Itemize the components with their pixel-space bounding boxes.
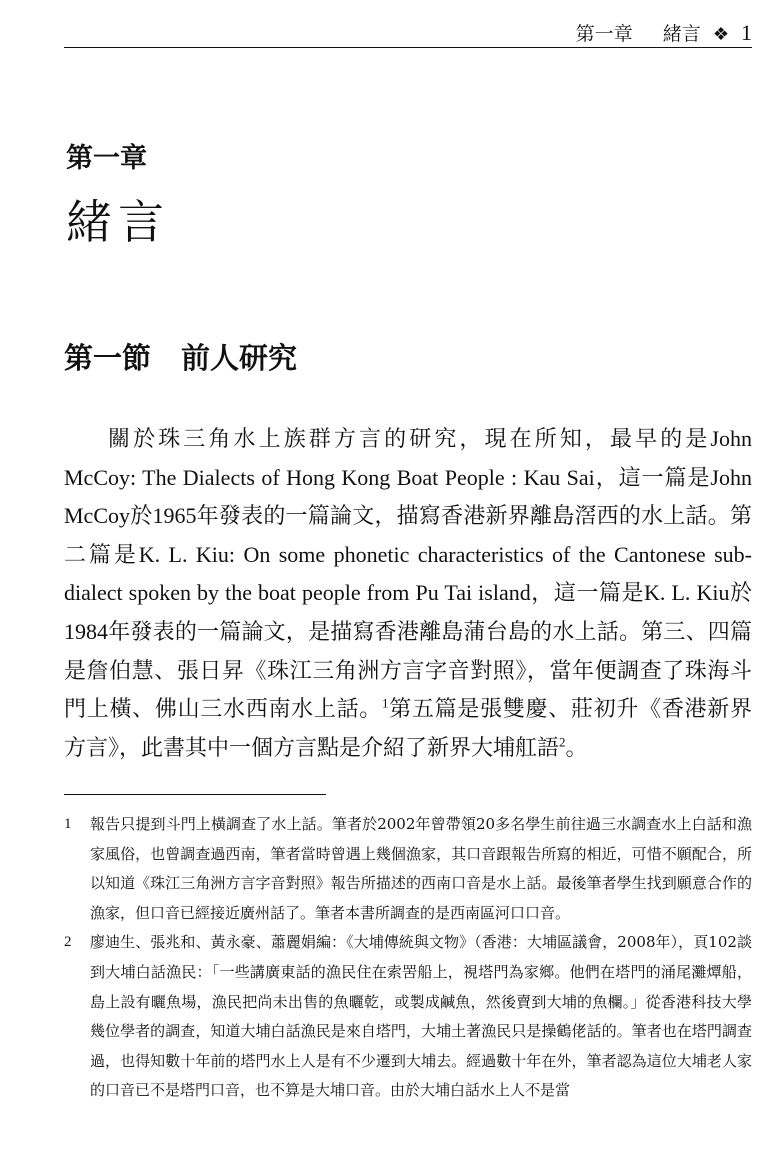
section-number: 第一節 [64, 341, 152, 375]
body-text-part-3: 。 [565, 734, 588, 760]
footnote-text: 廖迪生、張兆和、黃永豪、蕭麗娟編：《大埔傳統與文物》（香港：大埔區議會，2008年），頁102談到大埔白話漁民：「一些講廣東話的漁民住在索罟船上，視塔門為家鄉。他們在塔門的涌尾灘燂船，島上設有曬魚場，漁民把尚未出售的魚曬乾，或製成鹹魚，然後賣到大埔的魚欄。」從香港科技大學幾位學者的調查，知道大埔白話漁民是來自塔門，大埔土著漁民只是操鶴佬話的。筆者也在塔門調查過，也得知數十年前的塔門水上人是有不少遷到大埔去。經過數十年在外，筆者認為這位大埔老人家的口音已不是塔門口音，也不算是大埔口音。由於大埔白話水上人不是當 [90, 933, 752, 1100]
footnote-text: 報告只提到斗門上橫調查了水上話。筆者於2002年曾帶領20多名學生前往過三水調查水上白話和漁家風俗，也曾調查過西南，筆者當時曾遇上幾個漁家，其口音跟報告所寫的相近，可惜不願配合，所以知道《珠江三角洲方言字音對照》報告所描述的西南口音是水上話。最後筆者學生找到願意合作的漁家，但口音已經接近廣州話了。筆者本書所調查的是西南區河口口音。 [90, 815, 752, 922]
footnote-ref-1[interactable]: 1 [382, 695, 389, 711]
footnote-number: 1 [64, 816, 72, 832]
section-title: 前人研究 [181, 341, 298, 375]
chapter-label: 第一章 [66, 143, 147, 174]
footnote-separator [64, 794, 326, 795]
page-number: 1 [741, 20, 752, 45]
chapter-title: 緒言 [66, 195, 170, 249]
running-header-chapter: 第一章 [575, 23, 633, 45]
running-header-title: 緒言 [662, 23, 701, 45]
body-text-part-2: 第五篇是張雙慶、莊初升《香港新界方言》，此書其中一個方言點是介紹了新界大埔舡語 [64, 696, 752, 760]
footnote-ref-2[interactable]: 2 [559, 734, 566, 750]
footnote [64, 810, 752, 928]
body-text-part-1: 關於珠三角水上族群方言的研究，現在所知，最早的是John McCoy: The Dialects of Hong Kong Boat People : Kau Sai，這一篇是John McCoy於1965年發表的一篇論文，描寫香港新界離島滘西的水上話。第二篇是K. L. Kiu: On some phonetic characteristics of the Cantonese sub-dialect spoken by the boat people from Pu Tai island，這一篇是K. L. Kiu於1984年發表的一篇論文，是描寫香港離島蒲台島的水上話。第三、四篇是詹伯慧、張日昇《珠江三角洲方言字音對照》，當年便調查了珠海斗門上橫、佛山三水西南水上話。 [64, 426, 752, 722]
footnote-number: 2 [64, 934, 72, 951]
body-paragraph [64, 420, 752, 767]
running-header [0, 18, 752, 48]
header-rule [64, 47, 752, 48]
section-heading [64, 336, 297, 377]
footnote [64, 928, 752, 1106]
fleuron-icon: ❖ [712, 24, 729, 45]
footnotes [64, 810, 752, 1106]
